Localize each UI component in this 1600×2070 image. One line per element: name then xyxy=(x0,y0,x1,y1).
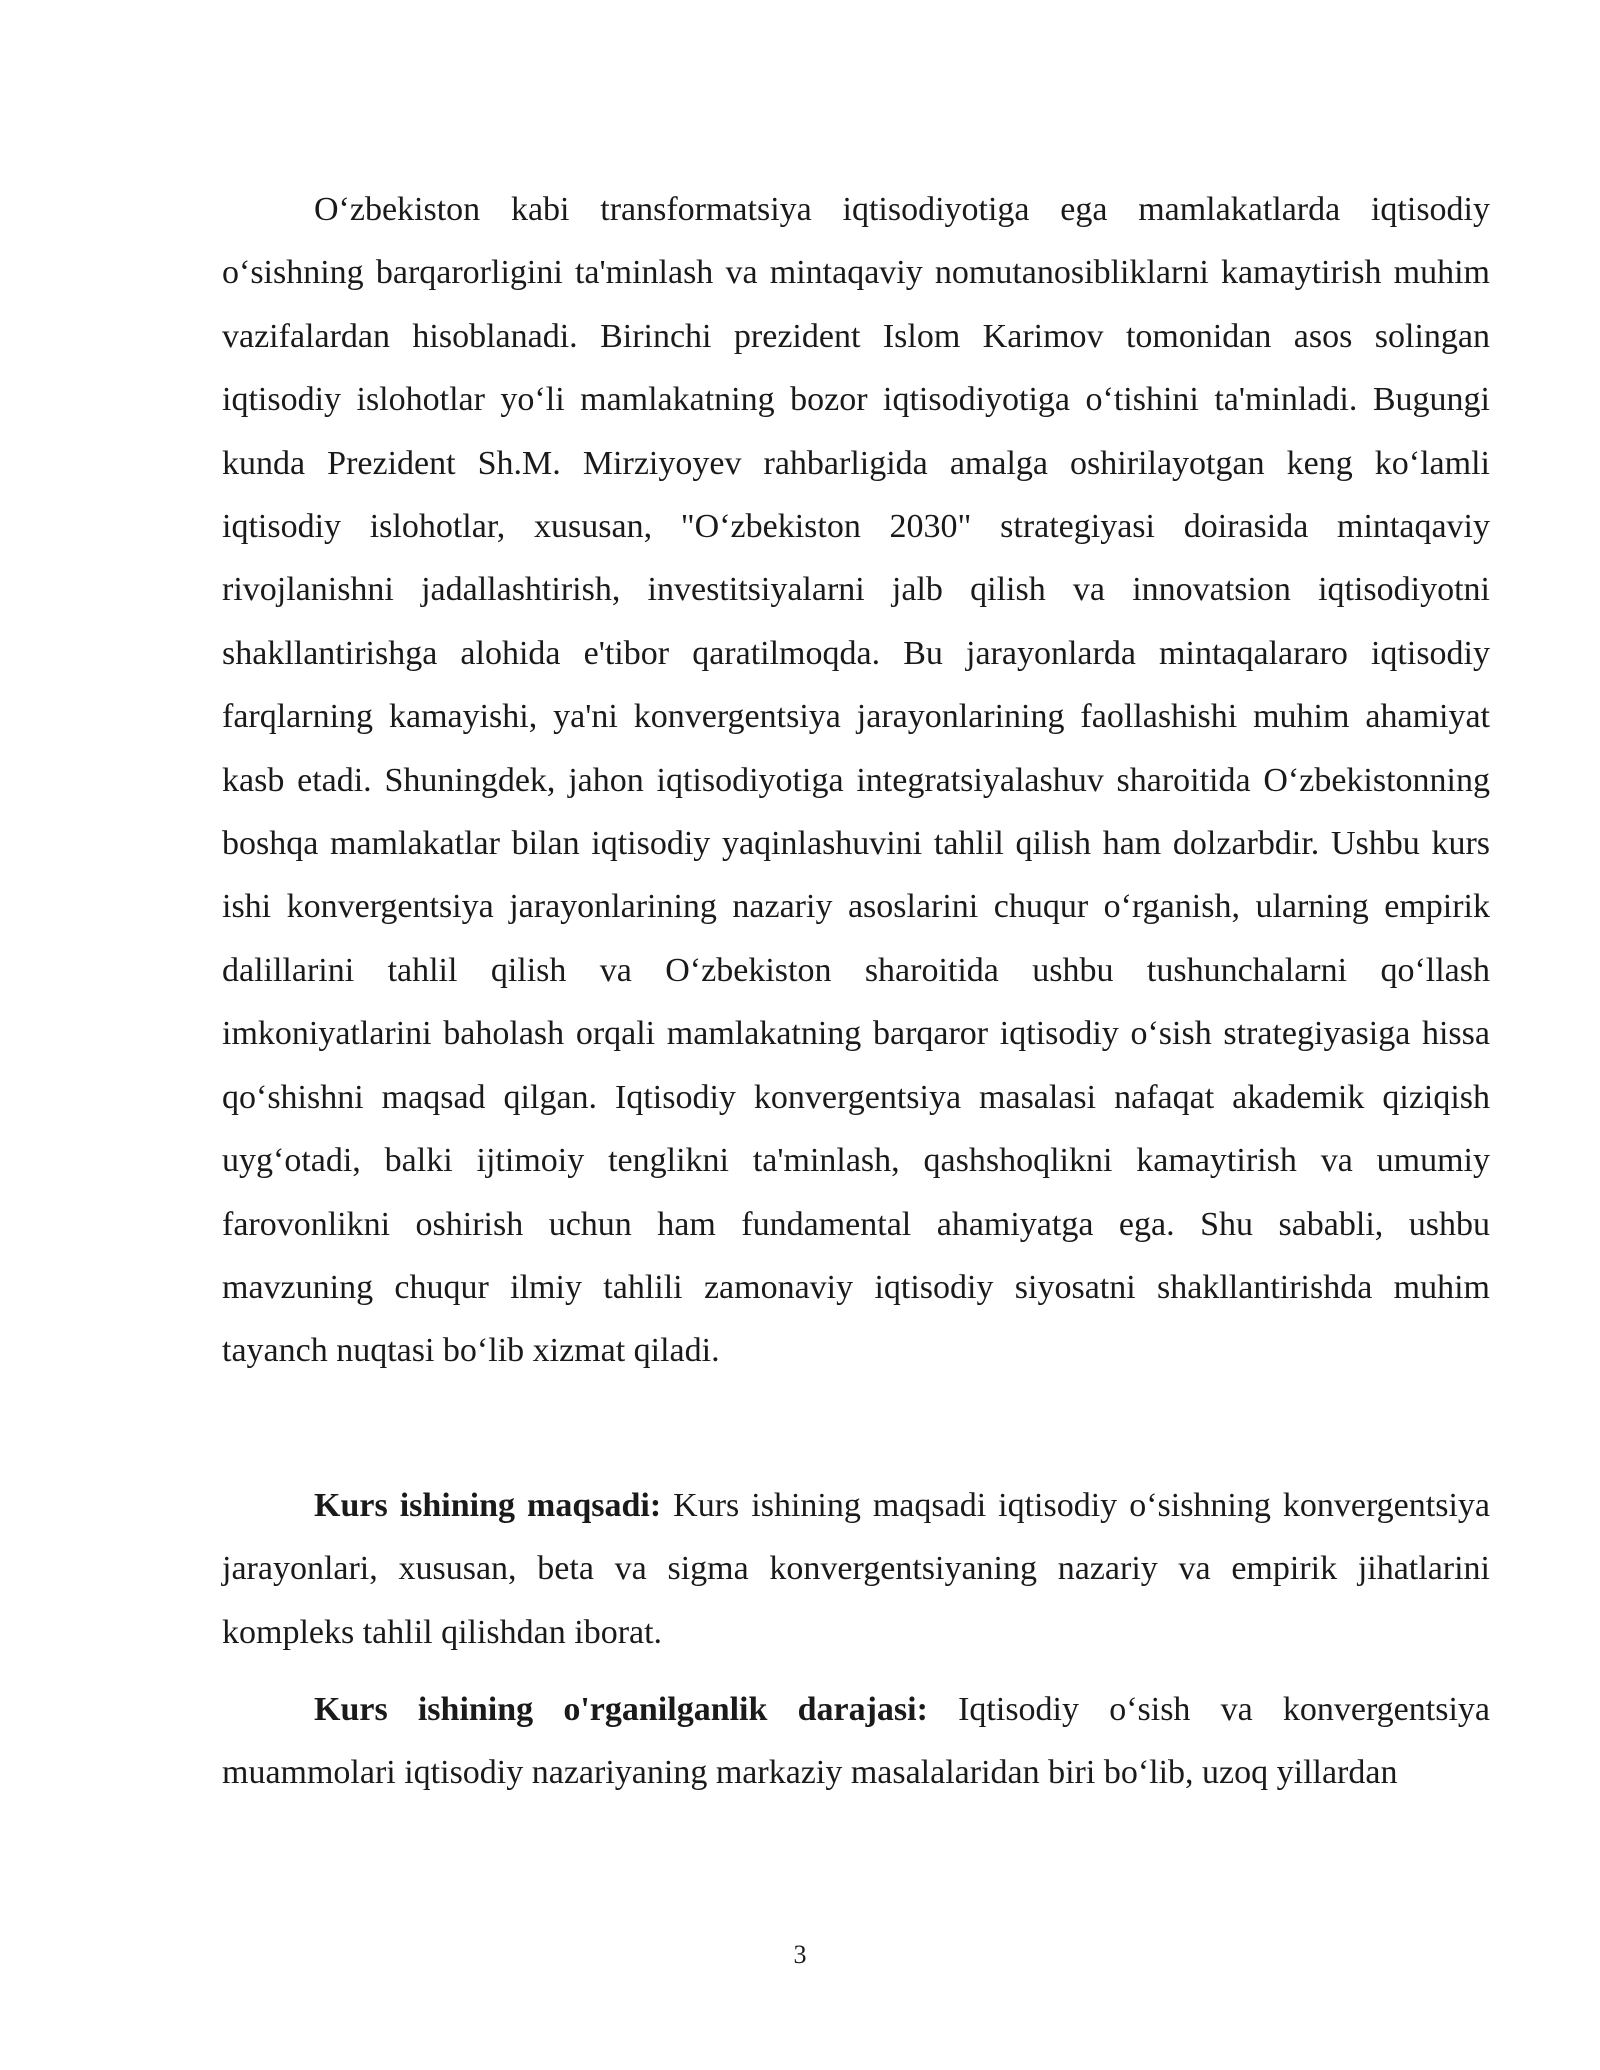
goal-label: Kurs ishining maqsadi: xyxy=(314,1486,662,1524)
study-degree-label: Kurs ishining o'rganilganlik darajasi: xyxy=(314,1690,928,1728)
goal-text: Kurs ishining maqsadi iqtisodiy o‘sishning konvergentsiya jarayonlari, xususan, beta va sigma konvergentsiyaning nazariy va empirik jihatlarini kompleks tahlil qilishdan iborat. xyxy=(222,1486,1490,1651)
study-degree-paragraph xyxy=(222,1678,1490,1805)
goal-paragraph xyxy=(222,1474,1490,1664)
page-number: 3 xyxy=(793,1940,807,1969)
study-degree-text: Iqtisodiy o‘sish va konvergentsiya muammolari iqtisodiy nazariyaning markaziy masalalaridan biri bo‘lib, uzoq yillardan xyxy=(222,1690,1490,1792)
intro-paragraph: O‘zbekiston kabi transformatsiya iqtisodiyotiga ega mamlakatlarda iqtisodiy o‘sishning barqarorligini ta'minlash va mintaqaviy nomutanosibliklarni kamaytirish muhim vazifalardan hisoblanadi. Birinchi prezident Islom Karimov tomonidan asos solingan iqtisodiy islohotlar yo‘li mamlakatning bozor iqtisodiyotiga o‘tishini ta'minladi. Bugungi kunda Prezident Sh.M. Mirziyoyev rahbarligida amalga oshirilayotgan keng ko‘lamli iqtisodiy islohotlar, xususan, "O‘zbekiston 2030" strategiyasi doirasida mintaqaviy rivojlanishni jadallashtirish, investitsiyalarni jalb qilish va innovatsion iqtisodiyotni shakllantirishga alohida e'tibor qaratilmoqda. Bu jarayonlarda mintaqalararo iqtisodiy farqlarning kamayishi, ya'ni konvergentsiya jarayonlarining faollashishi muhim ahamiyat kasb etadi. Shuningdek, jahon iqtisodiyotiga integratsiyalashuv sharoitida O‘zbekistonning boshqa mamlakatlar bilan iqtisodiy yaqinlashuvini tahlil qilish ham dolzarbdir. Ushbu kurs ishi konvergentsiya jarayonlarining nazariy asoslarini chuqur o‘rganish, ularning empirik dalillarini tahlil qilish va O‘zbekiston sharoitida ushbu tushunchalarni qo‘llash imkoniyatlarini baholash orqali mamlakatning barqaror iqtisodiy o‘sish strategiyasiga hissa qo‘shishni maqsad qilgan. Iqtisodiy konvergentsiya masalasi nafaqat akademik qiziqish uyg‘otadi, balki ijtimoiy tenglikni ta'minlash, qashshoqlikni kamaytirish va umumiy farovonlikni oshirish uchun ham fundamental ahamiyatga ega. Shu sababli, ushbu mavzuning chuqur ilmiy tahlili zamonaviy iqtisodiy siyosatni shakllantirishda muhim tayanch nuqtasi bo‘lib xizmat qiladi. xyxy=(222,191,1490,1370)
document-page xyxy=(222,178,1490,1805)
